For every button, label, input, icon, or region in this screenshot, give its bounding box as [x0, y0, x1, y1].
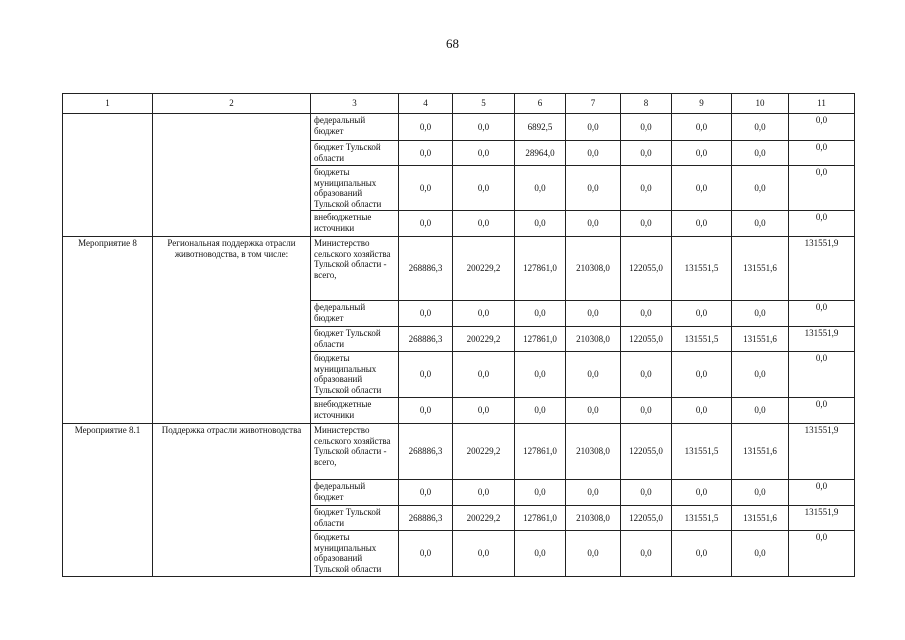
value-cell: 131551,5: [672, 424, 732, 480]
funding-source-cell: Министерство сельского хозяйства Тульской области - всего,: [311, 237, 399, 301]
value-cell: 0,0: [672, 352, 732, 398]
value-cell: 0,0: [453, 531, 515, 577]
value-cell: 210308,0: [566, 424, 621, 480]
value-cell: 0,0: [732, 141, 789, 166]
funding-source-cell: бюджеты муниципальных образований Тульской области: [311, 352, 399, 398]
value-cell: 0,0: [789, 352, 855, 398]
table-body: [63, 94, 855, 577]
value-cell: 0,0: [672, 301, 732, 327]
value-cell: 0,0: [399, 166, 453, 211]
value-cell: 0,0: [566, 352, 621, 398]
value-cell: 0,0: [399, 114, 453, 141]
value-cell: 0,0: [453, 114, 515, 141]
value-cell: 0,0: [621, 352, 672, 398]
value-cell: 0,0: [399, 211, 453, 237]
value-cell: 0,0: [621, 141, 672, 166]
value-cell: 0,0: [732, 211, 789, 237]
value-cell: 0,0: [453, 166, 515, 211]
table-row: [63, 424, 855, 480]
value-cell: 200229,2: [453, 424, 515, 480]
value-cell: 131551,5: [672, 237, 732, 301]
value-cell: 0,0: [453, 352, 515, 398]
value-cell: 131551,5: [672, 327, 732, 352]
value-cell: 0,0: [566, 114, 621, 141]
value-cell: 0,0: [399, 301, 453, 327]
value-cell: 0,0: [515, 166, 566, 211]
activity-cell: Мероприятие 8: [63, 237, 153, 424]
value-cell: 131551,9: [789, 506, 855, 531]
value-cell: 0,0: [515, 211, 566, 237]
column-header: 1: [63, 94, 153, 114]
budget-table: [62, 93, 855, 577]
value-cell: 0,0: [515, 398, 566, 424]
funding-source-cell: бюджет Тульской области: [311, 141, 399, 166]
value-cell: 0,0: [515, 531, 566, 577]
value-cell: 0,0: [621, 480, 672, 506]
value-cell: 0,0: [789, 398, 855, 424]
value-cell: 0,0: [566, 166, 621, 211]
value-cell: 131551,6: [732, 237, 789, 301]
funding-source-cell: бюджеты муниципальных образований Тульской области: [311, 531, 399, 577]
value-cell: 131551,6: [732, 327, 789, 352]
value-cell: 0,0: [515, 352, 566, 398]
funding-source-cell: внебюджетные источники: [311, 211, 399, 237]
column-header: 8: [621, 94, 672, 114]
value-cell: 0,0: [789, 166, 855, 211]
value-cell: 0,0: [566, 480, 621, 506]
value-cell: 0,0: [621, 531, 672, 577]
column-header: 4: [399, 94, 453, 114]
value-cell: 0,0: [515, 301, 566, 327]
header-row: [63, 94, 855, 114]
funding-source-cell: федеральный бюджет: [311, 301, 399, 327]
value-cell: 122055,0: [621, 506, 672, 531]
value-cell: 0,0: [789, 480, 855, 506]
value-cell: 28964,0: [515, 141, 566, 166]
value-cell: 0,0: [672, 531, 732, 577]
table-row: [63, 237, 855, 301]
value-cell: 0,0: [453, 398, 515, 424]
value-cell: 122055,0: [621, 327, 672, 352]
value-cell: 0,0: [621, 398, 672, 424]
value-cell: 127861,0: [515, 424, 566, 480]
column-header: 7: [566, 94, 621, 114]
value-cell: 200229,2: [453, 327, 515, 352]
value-cell: 0,0: [672, 114, 732, 141]
value-cell: 0,0: [621, 114, 672, 141]
column-header: 10: [732, 94, 789, 114]
value-cell: 0,0: [732, 166, 789, 211]
column-header: 5: [453, 94, 515, 114]
value-cell: 268886,3: [399, 327, 453, 352]
value-cell: 0,0: [399, 398, 453, 424]
value-cell: 268886,3: [399, 506, 453, 531]
page-number: 68: [446, 36, 459, 51]
value-cell: 0,0: [453, 141, 515, 166]
value-cell: 268886,3: [399, 424, 453, 480]
value-cell: 200229,2: [453, 506, 515, 531]
value-cell: 0,0: [621, 211, 672, 237]
value-cell: 0,0: [515, 480, 566, 506]
value-cell: 122055,0: [621, 237, 672, 301]
value-cell: 0,0: [453, 480, 515, 506]
value-cell: 268886,3: [399, 237, 453, 301]
value-cell: 0,0: [672, 211, 732, 237]
activity-name-cell: [153, 114, 311, 237]
funding-source-cell: внебюджетные источники: [311, 398, 399, 424]
value-cell: 0,0: [566, 531, 621, 577]
value-cell: 0,0: [789, 141, 855, 166]
funding-source-cell: бюджеты муниципальных образований Тульской области: [311, 166, 399, 211]
value-cell: 0,0: [399, 352, 453, 398]
value-cell: 210308,0: [566, 327, 621, 352]
value-cell: 122055,0: [621, 424, 672, 480]
value-cell: 0,0: [732, 480, 789, 506]
value-cell: 131551,9: [789, 237, 855, 301]
value-cell: 0,0: [566, 211, 621, 237]
value-cell: 200229,2: [453, 237, 515, 301]
table-row: [63, 114, 855, 141]
value-cell: 0,0: [732, 352, 789, 398]
value-cell: 131551,6: [732, 506, 789, 531]
column-header: 3: [311, 94, 399, 114]
funding-source-cell: Министерство сельского хозяйства Тульской области - всего,: [311, 424, 399, 480]
value-cell: 0,0: [399, 531, 453, 577]
value-cell: 0,0: [672, 480, 732, 506]
value-cell: 0,0: [732, 398, 789, 424]
value-cell: 131551,9: [789, 327, 855, 352]
value-cell: 0,0: [672, 398, 732, 424]
activity-cell: [63, 114, 153, 237]
value-cell: 131551,6: [732, 424, 789, 480]
value-cell: 0,0: [566, 398, 621, 424]
value-cell: 0,0: [789, 531, 855, 577]
value-cell: 0,0: [566, 141, 621, 166]
activity-name-cell: Региональная поддержка отрасли животноводства, в том числе:: [153, 237, 311, 424]
value-cell: 0,0: [453, 211, 515, 237]
funding-source-cell: бюджет Тульской области: [311, 327, 399, 352]
value-cell: 0,0: [789, 301, 855, 327]
value-cell: 0,0: [789, 114, 855, 141]
value-cell: 0,0: [732, 531, 789, 577]
value-cell: 0,0: [621, 166, 672, 211]
value-cell: 0,0: [732, 301, 789, 327]
value-cell: 210308,0: [566, 237, 621, 301]
value-cell: 0,0: [453, 301, 515, 327]
funding-source-cell: федеральный бюджет: [311, 114, 399, 141]
column-header: 9: [672, 94, 732, 114]
value-cell: 6892,5: [515, 114, 566, 141]
value-cell: 127861,0: [515, 506, 566, 531]
value-cell: 0,0: [732, 114, 789, 141]
value-cell: 0,0: [621, 301, 672, 327]
activity-name-cell: Поддержка отрасли животноводства: [153, 424, 311, 577]
column-header: 2: [153, 94, 311, 114]
value-cell: 127861,0: [515, 237, 566, 301]
value-cell: 127861,0: [515, 327, 566, 352]
value-cell: 0,0: [672, 141, 732, 166]
value-cell: 131551,5: [672, 506, 732, 531]
column-header: 6: [515, 94, 566, 114]
value-cell: 0,0: [672, 166, 732, 211]
value-cell: 210308,0: [566, 506, 621, 531]
column-header: 11: [789, 94, 855, 114]
funding-source-cell: федеральный бюджет: [311, 480, 399, 506]
value-cell: 0,0: [566, 301, 621, 327]
funding-source-cell: бюджет Тульской области: [311, 506, 399, 531]
value-cell: 131551,9: [789, 424, 855, 480]
activity-cell: Мероприятие 8.1: [63, 424, 153, 577]
value-cell: 0,0: [399, 141, 453, 166]
value-cell: 0,0: [399, 480, 453, 506]
value-cell: 0,0: [789, 211, 855, 237]
